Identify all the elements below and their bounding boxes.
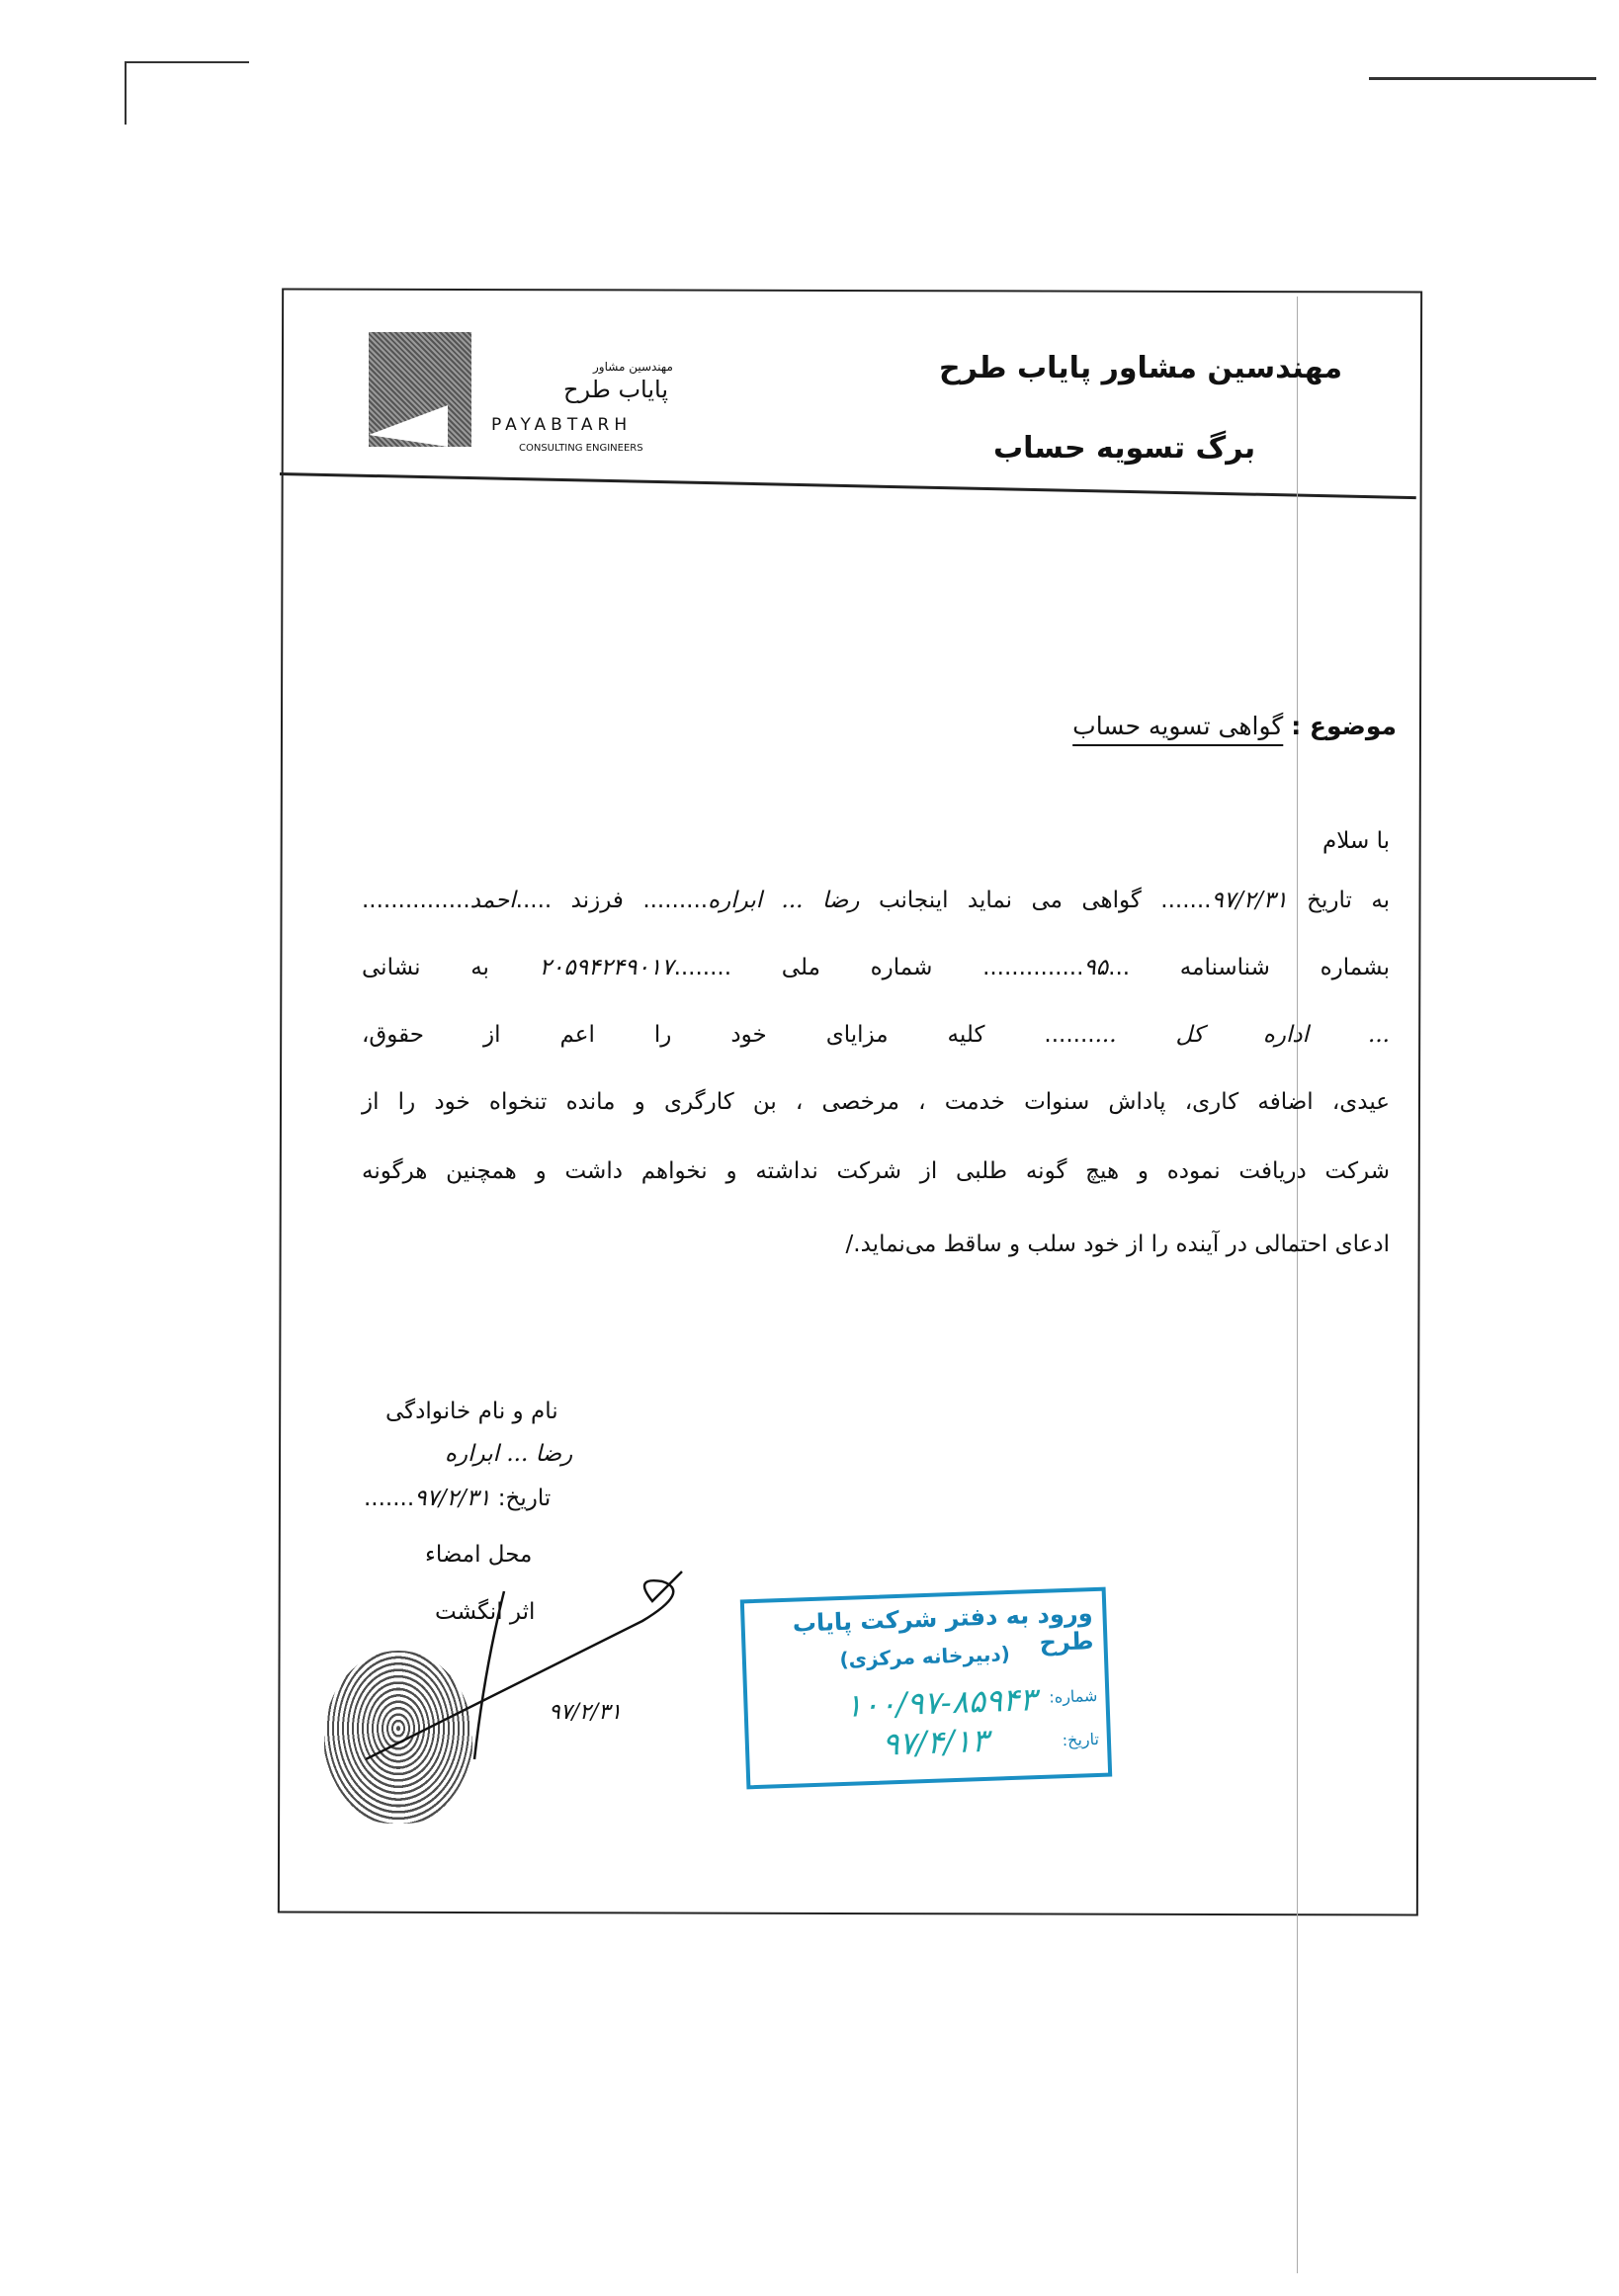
stamp-number-label: شماره: <box>1049 1685 1098 1707</box>
text: کلیه مزایای خود را اعم از حقوق، <box>362 1022 985 1048</box>
name-value: رضا ... ابراره <box>708 888 860 913</box>
stamp-date-label: تاریخ: <box>1062 1729 1100 1750</box>
body-line-4: عیدی، اضافه کاری، پاداش سنوات خدمت ، مرخصی ، بن کارگری و مانده تنخواه خود را از <box>362 1089 1390 1115</box>
fingerprint-label: اثر انگشت <box>435 1599 536 1625</box>
date-label: تاریخ: <box>497 1486 552 1511</box>
body-line-5: شرکت دریافت نموده و هیچ گونه طلبی از شرکت نداشته و نخواهم داشت و همچنین هرگونه <box>362 1158 1390 1184</box>
logo-text-en-sub: CONSULTING ENGINEERS <box>519 443 643 454</box>
father-name-value: احمد <box>469 888 516 913</box>
signature-icon <box>366 1562 712 1779</box>
handwritten-sign-date: ۹۷/۲/۳۱ <box>549 1700 622 1725</box>
text: به تاریخ <box>1307 888 1391 913</box>
text: شماره ملی <box>781 955 933 980</box>
body-line-6: ادعای احتمالی در آینده را از خود سلب و ساقط می‌نماید./ <box>845 1232 1390 1257</box>
form-title: برگ تسویه حساب <box>993 431 1256 466</box>
body-line-2: بشماره شناسنامه ...۹۵.............. شماره ملی ........۲۰۵۹۴۲۴۹۰۱۷ به نشانی <box>362 955 1390 980</box>
name-value-handwritten: رضا ... ابراره <box>445 1441 573 1467</box>
greeting: با سلام <box>1322 828 1390 854</box>
stamp-title: ورود به دفتر شرکت پایاب طرح <box>792 1599 1094 1657</box>
address-value: ... اداره کل ... <box>1094 1022 1390 1048</box>
subject-value: گواهی تسویه حساب <box>1072 712 1284 740</box>
fold-line <box>1297 297 1298 2273</box>
company-logo-notch <box>369 405 448 447</box>
stamp-subtitle: (دبیرخانه مرکزی) <box>839 1642 1011 1672</box>
logo-text-fa-small: مهندسین مشاور <box>593 360 673 374</box>
stamp-number-value: ۱۰۰/۹۷-۸۵۹۴۳ <box>844 1680 1038 1725</box>
signature-date: تاریخ: ۹۷/۲/۳۱....... <box>364 1486 552 1511</box>
body-line-3: ... اداره کل .......... کلیه مزایای خود را اعم از حقوق، <box>362 1022 1390 1048</box>
subject-label: موضوع : <box>1291 712 1397 740</box>
scan-corner-mark <box>1369 77 1596 86</box>
id-number-value: ۹۵ <box>1083 955 1109 980</box>
registry-stamp <box>740 1587 1112 1790</box>
date-value: ۹۷/۲/۳۱ <box>414 1486 491 1511</box>
national-code-value: ۲۰۵۹۴۲۴۹۰۱۷ <box>539 955 674 980</box>
text: گواهی می نماید اینجانب <box>878 888 1142 913</box>
text: بشماره شناسنامه <box>1179 955 1390 980</box>
company-name: مهندسین مشاور پایاب طرح <box>939 351 1343 385</box>
date-value: ۹۷/۲/۳۱ <box>1211 888 1288 913</box>
text: فرزند <box>570 888 624 913</box>
signature-place-label: محل امضاء <box>425 1542 533 1568</box>
scan-corner-mark <box>125 61 249 125</box>
logo-text-fa: پایاب طرح <box>563 376 669 403</box>
text: به نشانی <box>362 955 489 980</box>
name-label: نام و نام خانوادگی <box>385 1399 558 1424</box>
stamp-date-value: ۹۷/۴/۱۳ <box>881 1721 989 1763</box>
body-line-1: به تاریخ ۹۷/۲/۳۱....... گواهی می نماید اینجانب رضا ... ابراره......... فرزند .....احمد............... <box>362 888 1391 913</box>
logo-text-en: PAYABTARH <box>491 415 633 435</box>
subject <box>1072 712 1397 740</box>
letter-body <box>362 828 1390 1283</box>
